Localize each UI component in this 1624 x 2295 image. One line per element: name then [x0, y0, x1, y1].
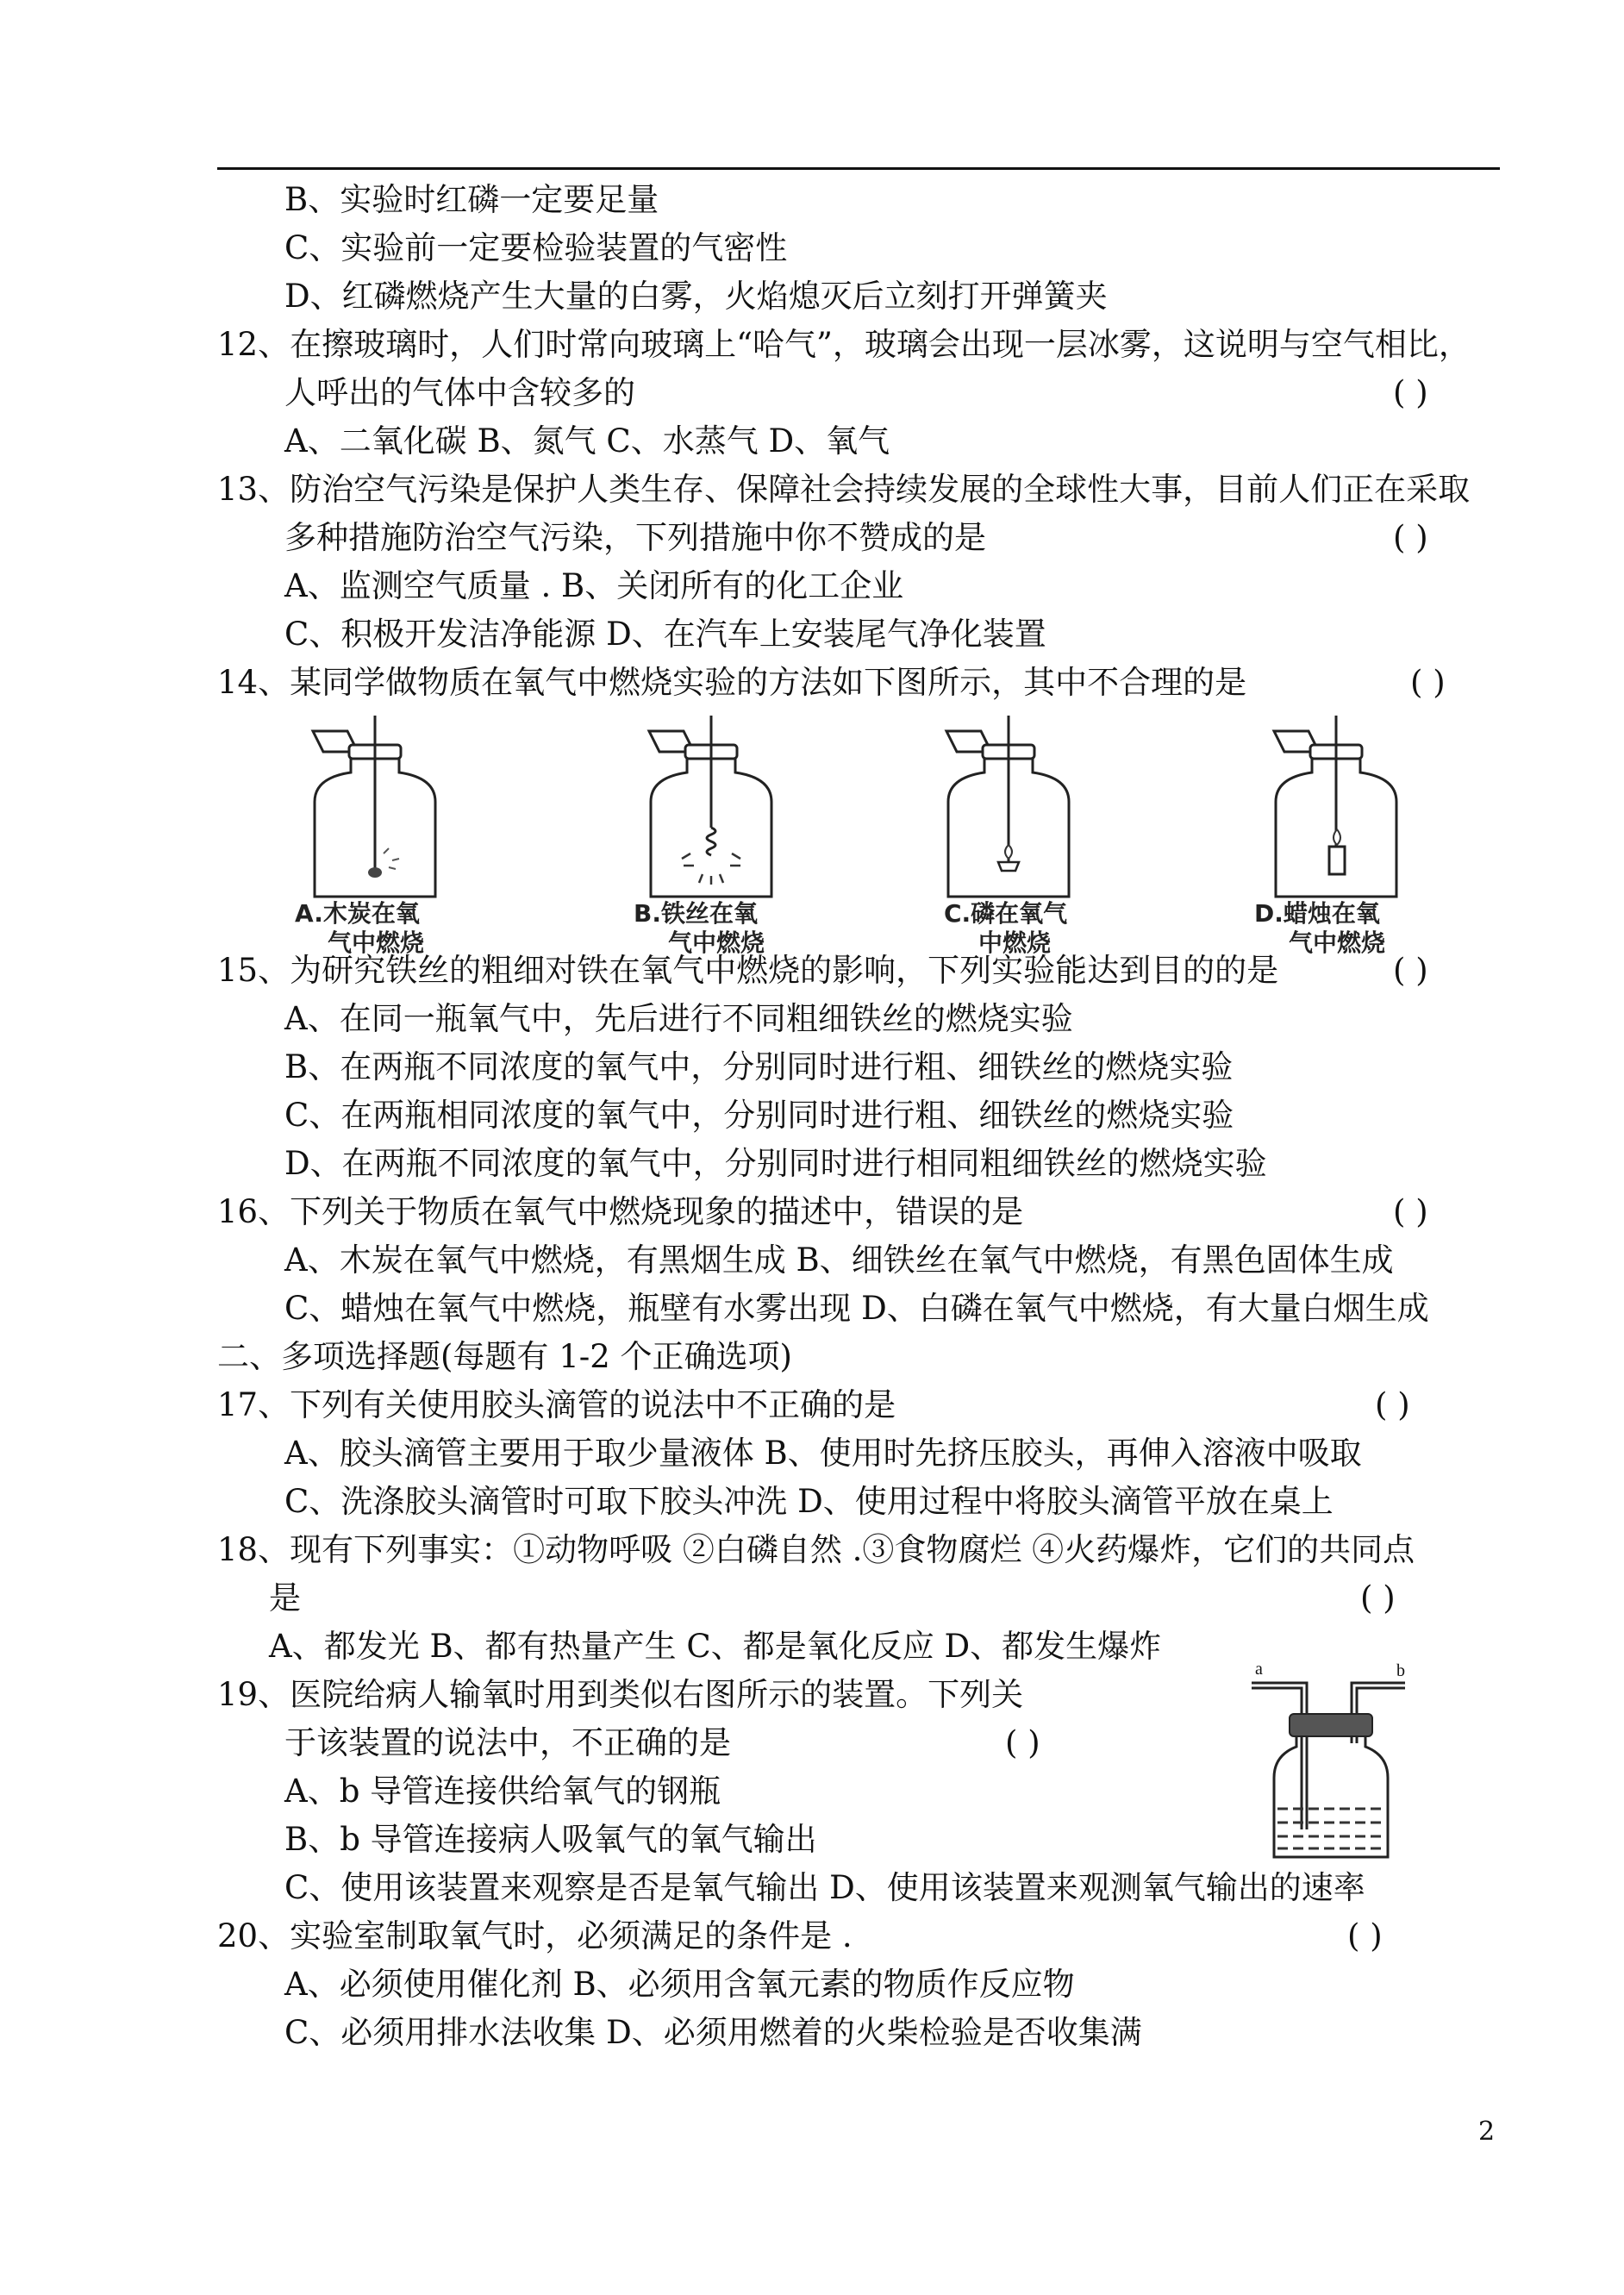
q19-option-b: B、b 导管连接病人吸氧气的氧气输出 [284, 1821, 817, 1858]
q17-options-ab: A、胶头滴管主要用于取少量液体 B、使用时先挤压胶头，再伸入溶液中吸取 [284, 1435, 1362, 1472]
caption-d-line2: 气中燃烧 [1289, 929, 1386, 957]
caption-b-line2: 气中燃烧 [668, 929, 765, 957]
q17-answer-blank: ( ) [1375, 1386, 1410, 1423]
q15-option-b: B、在两瓶不同浓度的氧气中，分别同时进行粗、细铁丝的燃烧实验 [284, 1048, 1234, 1085]
q12-stem-line1: 12、在擦玻璃时，人们时常向玻璃上“哈气”，玻璃会出现一层冰雾，这说明与空气相比， [217, 326, 1471, 363]
q17-options-cd: C、洗涤胶头滴管时可取下胶头冲洗 D、使用过程中将胶头滴管平放在桌上 [284, 1483, 1334, 1520]
q11-option-b: B、实验时红磷一定要足量 [284, 181, 659, 218]
q12-answer-blank: ( ) [1393, 374, 1428, 411]
caption-b-line1: B.铁丝在氧 [634, 899, 758, 928]
q19-stem-line2: 于该装置的说法中，不正确的是 [284, 1724, 731, 1761]
q11-option-c: C、实验前一定要检验装置的气密性 [284, 229, 788, 266]
jar-a-charcoal-figure [297, 716, 461, 905]
caption-a-line2: 气中燃烧 [328, 929, 425, 957]
q15-answer-blank: ( ) [1393, 952, 1428, 989]
q18-stem-line1: 18、现有下列事实：①动物呼吸 ②白磷自然 .③食物腐烂 ④火药爆炸，它们的共同点 [217, 1531, 1415, 1568]
q14-stem: 14、某同学做物质在氧气中燃烧实验的方法如下图所示，其中不合理的是 [217, 664, 1247, 701]
q12-stem-line2: 人呼出的气体中含较多的 [284, 374, 635, 411]
caption-c-line1: C.磷在氧气 [944, 899, 1068, 928]
q13-stem-line1: 13、防治空气污染是保护人类生存、保障社会持续发展的全球性大事，目前人们正在采取 [217, 471, 1471, 508]
q11-option-d: D、红磷燃烧产生大量的白雾，火焰熄灭后立刻打开弹簧夹 [284, 278, 1108, 315]
q13-stem-line2: 多种措施防治空气污染，下列措施中你不赞成的是 [284, 519, 986, 556]
page-number: 2 [1478, 2117, 1496, 2147]
q13-options-ab: A、监测空气质量 . B、关闭所有的化工企业 [284, 567, 904, 604]
oxygen-humidifier-bottle-figure [1241, 1657, 1414, 1860]
tube-label-b: b [1396, 1661, 1405, 1680]
q16-answer-blank: ( ) [1393, 1193, 1428, 1230]
q15-option-a: A、在同一瓶氧气中，先后进行不同粗细铁丝的燃烧实验 [284, 1000, 1073, 1037]
q15-stem: 15、为研究铁丝的粗细对铁在氧气中燃烧的影响，下列实验能达到目的的是 [217, 952, 1279, 989]
q16-options-ab: A、木炭在氧气中燃烧，有黑烟生成 B、细铁丝在氧气中燃烧，有黑色固体生成 [284, 1241, 1394, 1279]
jar-d-candle-figure [1259, 716, 1422, 905]
q18-options: A、都发光 B、都有热量产生 C、都是氧化反应 D、都发生爆炸 [269, 1628, 1162, 1665]
q13-options-cd: C、积极开发洁净能源 D、在汽车上安装尾气净化装置 [284, 616, 1046, 653]
q20-options-cd: C、必须用排水法收集 D、必须用燃着的火柴检验是否收集满 [284, 2014, 1142, 2051]
q17-stem: 17、下列有关使用胶头滴管的说法中不正确的是 [217, 1386, 896, 1423]
q15-option-c: C、在两瓶相同浓度的氧气中，分别同时进行粗、细铁丝的燃烧实验 [284, 1097, 1234, 1134]
tube-label-a: a [1255, 1660, 1263, 1679]
caption-c-line2: 中燃烧 [978, 929, 1052, 957]
q13-answer-blank: ( ) [1393, 519, 1428, 556]
jar-b-iron-wire-figure [634, 716, 797, 905]
q15-option-d: D、在两瓶不同浓度的氧气中，分别同时进行相同粗细铁丝的燃烧实验 [284, 1145, 1267, 1182]
q19-option-a: A、b 导管连接供给氧气的钢瓶 [284, 1773, 721, 1810]
caption-d-line1: D.蜡烛在氧 [1254, 899, 1380, 928]
header-rule [217, 167, 1500, 170]
q19-options-cd: C、使用该装置来观察是否是氧气输出 D、使用该装置来观测氧气输出的速率 [284, 1869, 1365, 1906]
q16-options-cd: C、蜡烛在氧气中燃烧，瓶壁有水雾出现 D、白磷在氧气中燃烧，有大量白烟生成 [284, 1290, 1429, 1327]
jar-c-phosphorus-figure [931, 716, 1095, 905]
q14-answer-blank: ( ) [1410, 664, 1446, 701]
q16-stem: 16、下列关于物质在氧气中燃烧现象的描述中，错误的是 [217, 1193, 1024, 1230]
q19-answer-blank: ( ) [1005, 1724, 1040, 1761]
q18-answer-blank: ( ) [1360, 1579, 1396, 1617]
q19-stem-line1: 19、医院给病人输氧时用到类似右图所示的装置。下列关 [217, 1676, 1024, 1713]
q20-options-ab: A、必须使用催化剂 B、必须用含氧元素的物质作反应物 [284, 1966, 1075, 2003]
q12-options: A、二氧化碳 B、氮气 C、水蒸气 D、氧气 [284, 422, 890, 460]
q18-stem-line2: 是 [269, 1579, 301, 1617]
q20-stem: 20、实验室制取氧气时，必须满足的条件是 . [217, 1917, 853, 1954]
caption-a-line1: A.木炭在氧 [295, 899, 420, 928]
section-2-heading: 二、多项选择题(每题有 1-2 个正确选项) [217, 1338, 792, 1375]
q20-answer-blank: ( ) [1347, 1917, 1383, 1954]
